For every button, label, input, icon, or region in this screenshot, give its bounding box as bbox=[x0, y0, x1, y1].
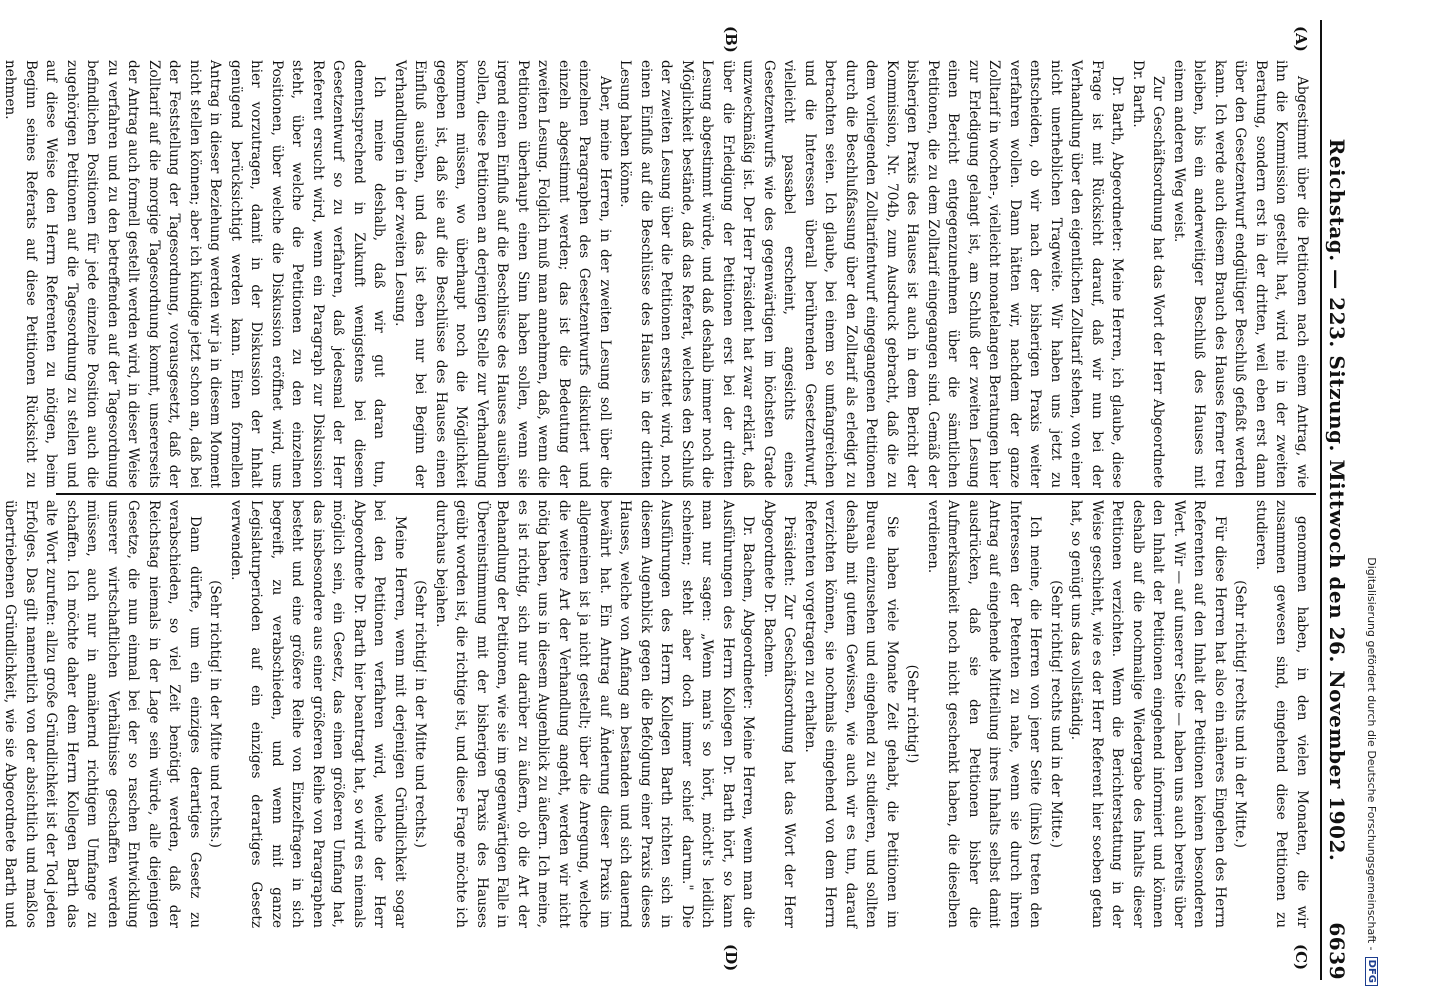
paragraph: Präsident: Zur Geschäftsordnung hat das Wort der Herr Abgeordnete Dr. Bachem. bbox=[761, 500, 798, 928]
margin-mark-d: (D) bbox=[722, 944, 740, 972]
column-divider bbox=[56, 493, 1316, 495]
paragraph: Ich meine deshalb, daß wir gut daran tun, dementsprechend in Zukunft wenigstens bei diesem Gesetzentwurf so zu verfahren, daß jedesmal der Herr Referent ersucht wird, wenn ein Paragraph zur Diskussion steht, über welche die Petitionen zu den einzelnen Positionen, über welche die Diskussion eröffnet wird, uns hier vorzutragen, damit in der Diskussion der Inhalt genügend berücksichtigt werden kann. Einen formellen Antrag in dieser Beziehung werden wir ja in diesem Moment nicht stellen können; aber ich kündige jetzt schon an, daß bei der Feststellung der Tagesordnung, vorausgesetzt, daß der Zolltarif auf die morgige Tagesordnung kommt, unsererseits der Antrag auch formell gestellt werden wird, in dieser Weise zu verfahren und zu den betreffenden auf der Tagesordnung befindlichen Positionen für jede einzelne Position auch die zugehörigen Petitionen auf die Tagesordnung zu stellen und auf diese Weise den Herrn Referenten zu nötigen, beim Beginn seines Referats auf diese Petitionen Rücksicht zu nehmen. bbox=[2, 60, 388, 488]
interjection: (Sehr richtig!) bbox=[904, 664, 921, 764]
credit-text: Digitalisierung gefördert durch die Deutsche Forschungsgemeinschaft - bbox=[1365, 557, 1379, 951]
dfg-logo-icon: DFG bbox=[1366, 957, 1379, 986]
interjection: (Sehr richtig! rechts und in der Mitte.) bbox=[1232, 580, 1249, 848]
paragraph: Ich meine, die Herren von jener Seite (links) treten den Interessen der Petenten zu nahe, wenn sie durch ihren Antrag auf eingehende Mitteilung ihres Inhalts selbst damit ausdrücken, daß sie den Petitionen bisher die Aufmerksamkeit noch nicht geschenkt haben, die dieselben verdienen. bbox=[925, 500, 1044, 928]
interjection: (Sehr richtig! rechts und in der Mitte.) bbox=[1048, 580, 1064, 848]
margin-mark-c: (C) bbox=[1292, 944, 1310, 971]
paragraph: Dr. Barth, Abgeordneter: Meine Herren, ich glaube, diese Frage ist mit Rücksicht darauf, daß wir nun bei der Verhandlung über den eigentlichen Zolltarif stehen, von einer nicht unerheblichen Tragweite. Wir haben uns jetzt zu entscheiden, ob wir nach der bisherigen Praxis weiter verfahren wollen. Dann hätten wir, nachdem der ganze Zolltarif in wochen-, vielleicht monatelangen Beratungen hier zur Erledigung gelangt ist, am Schluß der zweiten Lesung einen Bericht entgegenzunehmen über die sämtlichen Petitionen, die zu dem Zolltarif eingegangen sind. Gemäß der bisherigen Praxis des Hauses ist auch in dem Bericht der Kommission, Nr. 704b, zum Ausdruck gebracht, daß die zu dem vorliegenden Zolltarifentwurf eingegangenen Petitionen durch die Beschlußfassung über den Zolltarif als erledigt zu betrachten seien. Ich glaube, bei einem so umfangreichen und die Interessen überall berührenden Gesetzentwurf, vielleicht passabel erscheint, angesichts eines Gesetzentwurfs wie des gegenwärtigen im höchsten Grade unzweckmäßig ist. Der Herr Präsident hat zwar erklärt, daß über die Erledigung der Petitionen erst bei der dritten Lesung abgestimmt würde, und daß deshalb immer noch die Möglichkeit bestände, daß das Referat, welches den Schluß der zweiten Lesung über die Petitionen erstattet wird, noch einen Einfluß auf die Beschlüsse des Hauses in der dritten Lesung haben könne. bbox=[617, 60, 1126, 488]
right-column bbox=[2, 500, 1312, 928]
paragraph: Meine Herren, wenn mit derjenigen Gründlichkeit sogar bei den Petitionen verfahren wird, welche der Herr Abgeordnete Dr. Barth hier beantragt hat, so wird es niemals möglich sein, ein Gesetz, das einen größeren Umfang hat, das insbesondere aus einer größeren Reihe von Paragraphen besteht und eine größere Reihe von Einzelfragen in sich begreift, zu verabschieden, und wenn mit ganze Legislaturperioden auf ein einziges derartiges Gesetz verwenden. bbox=[228, 500, 408, 928]
paragraph: Zur Geschäftsordnung hat das Wort der Herr Abgeordnete Dr. Barth. bbox=[1130, 60, 1167, 488]
document-page bbox=[2, 0, 1360, 1000]
interjection: (Sehr richtig! in der Mitte und rechts.) bbox=[412, 580, 429, 848]
paragraph: Dr. Bachem, Abgeordneter: Meine Herren, wenn man die Ausführungen des Herrn Kollegen Dr. Barth hört, so kann man nur sagen: „Wenn man's so hört, möcht's leidlich scheinen; steht aber doch immer schief darum." Die Ausführungen des Herrn Kollegen Barth richten sich in diesem Augenblick gegen die Befolgung einer Praxis dieses Hauses, welche von Anfang an bestanden und sich dauernd bewährt hat. Ein Antrag auf Änderung dieser Praxis im allgemeinen ist ja nicht gestellt; über die Anregung, welche die weitere Art der Verhandlung angeht, werden wir nicht nötig haben, uns in diesem Augenblick zu äußern. Ich meine, es ist richtig, sich nur darüber zu äußern, ob die Art der Behandlung der Petitionen, wie sie im gegenwärtigen Falle in Übereinstimmung mit der bisherigen Praxis des Hauses geübt worden ist, die richtige ist, und diese Frage möchte ich durchaus bejahen. bbox=[433, 500, 757, 928]
paragraph: genommen haben, in den vielen Monaten, die wir zusammen gewesen sind, eingehend diese Petitionen zu studieren. bbox=[1253, 500, 1310, 928]
digitization-credit bbox=[1360, 0, 1384, 1000]
paragraph: Abgestimmt über die Petitionen nach einem Antrag, wie ihn die Kommission gestellt hat, wird nie in der zweiten Beratung, sondern erst in der dritten, weil eben erst dann über den Gesetzentwurf endgültiger Beschluß gefaßt werden kann. Ich werde auch diesem Brauch des Hauses ferner treu bleiben, bis ein anderweitiger Beschluß des Hauses mit einem anderen Weg weist. bbox=[1171, 60, 1310, 488]
paragraph: Dann dürfte, um ein einziges derartiges Gesetz zu verabschieden, so viel Zeit benötigt werden, daß der Reichstag niemals in der Lage sein würde, alle diejenigen Gesetze, die nun einmal bei der so raschen Entwicklung unserer wirtschaftlichen Verhältnisse geschaffen werden müssen, auch nur in annähernd richtigem Umfange zu schaffen. Ich möchte daher dem Herrn Kollegen Barth das alte Wort zurufen: allzu große Gründlichkeit ist der Tod jeden Erfolges. Das gilt namentlich von der absichtlich und maßlos übertriebenen Gründlichkeit, wie sie Abgeordnete Barth und bbox=[2, 500, 203, 928]
paragraph: Aber, meine Herren, in der zweiten Lesung soll über die einzelnen Paragraphen des Gesetzentwurfs diskutiert und einzeln abgestimmt werden; das ist die Bedeutung der zweiten Lesung. Folglich muß man annehmen, daß, wenn die Petitionen überhaupt einen Sinn haben sollen, wenn sie irgend einen Einfluß auf die Beschlüsse des Hauses ausüben sollen, diese Petitionen an derjenigen Stelle zur Verhandlung kommen müssen, wo überhaupt noch die Möglichkeit gegeben ist, daß sie auf die Beschlüsse des Hauses einen Einfluß ausüben, und das ist eben nur bei Beginn der Verhandlungen in der zweiten Lesung. bbox=[392, 60, 613, 488]
paragraph: Für diese Herren hat also ein näheres Eingehen des Herrn Referenten auf den Inhalt der Petitionen keinen besonderen Wert. Wir — auf unserer Seite — haben uns auch bereits über den Inhalt der Petitionen eingehend informiert und können deshalb auf die nochmalige Wiedergabe des Inhalts dieser Petitionen verzichten. Wenn die Berichterstattung in der Weise geschieht, wie es der Herr Referent hier soeben getan hat, so genügt uns das vollständig. bbox=[1068, 500, 1228, 928]
page-header bbox=[1320, 20, 1352, 980]
margin-mark-b: (B) bbox=[722, 26, 740, 53]
page-title: Reichstag. — 223. Sitzung. Mittwoch den 26. November 1902. bbox=[1325, 138, 1349, 862]
left-column bbox=[2, 60, 1312, 488]
page-number: 6639 bbox=[1325, 922, 1349, 980]
interjection: (Sehr richtig! in der Mitte und rechts.) bbox=[207, 580, 224, 848]
margin-mark-a: (A) bbox=[1292, 26, 1310, 52]
paragraph: Sie haben viele Monate Zeit gehabt, die Petitionen im Bureau einzusehen und eingehend zu studieren, und sollten deshalb mit gutem Gewissen, wie auch wir es tun, darauf verzichten können, sie nochmals eingehend von dem Herrn Referenten vorgetragen zu erhalten. bbox=[802, 500, 900, 928]
